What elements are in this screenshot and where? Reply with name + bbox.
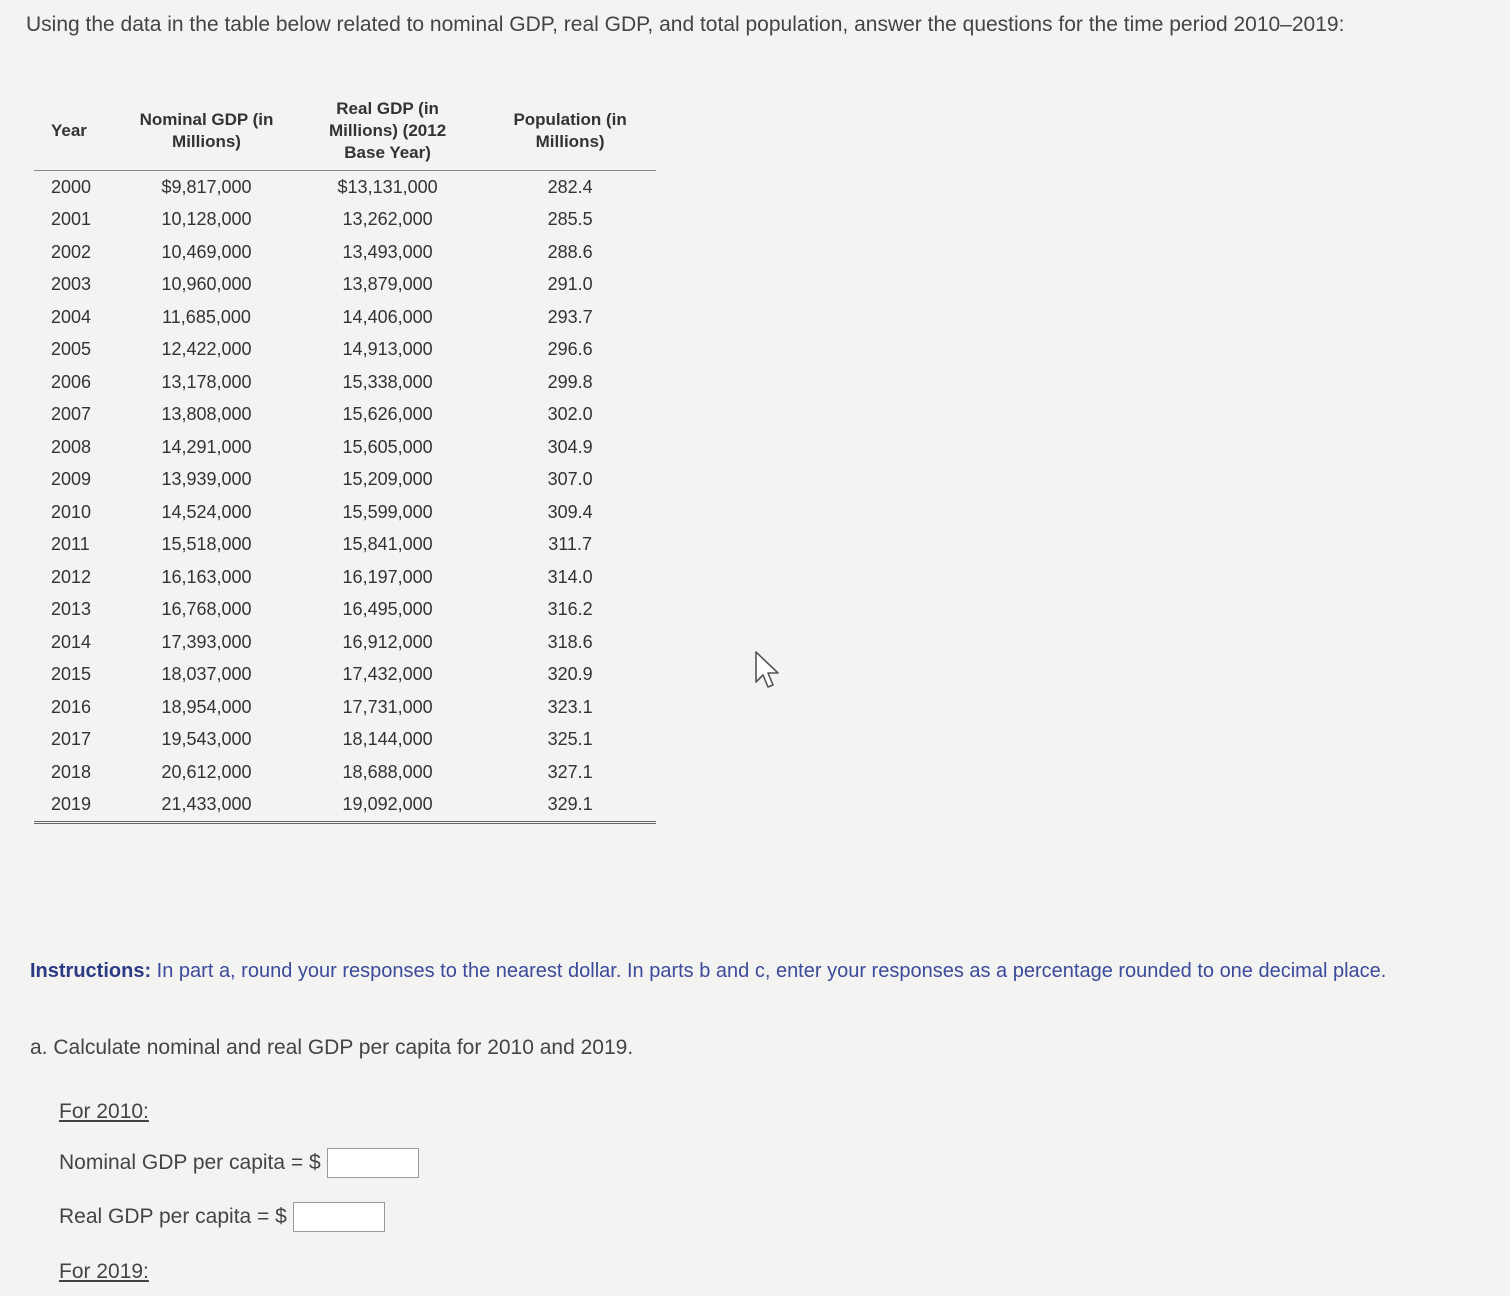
cell-population: 318.6 bbox=[547, 631, 593, 652]
cell-year: 2006 bbox=[51, 371, 92, 392]
nominal-gdp-per-capita-row bbox=[59, 1148, 419, 1178]
table-row bbox=[34, 691, 656, 724]
cell-year: 2001 bbox=[51, 209, 92, 230]
cell-real-gdp: 15,605,000 bbox=[342, 436, 433, 457]
cell-year: 2008 bbox=[51, 436, 92, 457]
real-gdp-per-capita-row bbox=[59, 1202, 385, 1232]
table-row bbox=[34, 529, 656, 562]
cell-nominal-gdp: 16,163,000 bbox=[161, 566, 252, 587]
cell-real-gdp: 16,912,000 bbox=[342, 631, 433, 652]
cell-population: 296.6 bbox=[547, 339, 593, 360]
instructions-label: Instructions: bbox=[30, 960, 152, 982]
cell-nominal-gdp: 10,128,000 bbox=[161, 209, 252, 230]
cell-year: 2000 bbox=[51, 176, 92, 197]
cell-nominal-gdp: 13,808,000 bbox=[161, 404, 252, 425]
cell-nominal-gdp: 13,178,000 bbox=[161, 371, 252, 392]
gdp-data-table bbox=[34, 98, 656, 824]
cell-year: 2005 bbox=[51, 339, 92, 360]
cell-real-gdp: 15,841,000 bbox=[342, 534, 433, 555]
cell-real-gdp: 17,432,000 bbox=[342, 664, 433, 685]
table-row bbox=[34, 659, 656, 692]
table-row bbox=[34, 399, 656, 432]
cell-real-gdp: 18,688,000 bbox=[342, 761, 433, 782]
nominal-gdp-per-capita-input[interactable] bbox=[327, 1148, 419, 1178]
question-intro: Using the data in the table below related to nominal GDP, real GDP, and total population, answer the questions for the time period 2010–2019: bbox=[26, 13, 1345, 36]
for-2010-heading: For 2010: bbox=[59, 1100, 149, 1123]
cell-population: 299.8 bbox=[547, 371, 593, 392]
cell-nominal-gdp: 12,422,000 bbox=[161, 339, 252, 360]
cell-population: 329.1 bbox=[484, 789, 656, 823]
cell-real-gdp: 13,879,000 bbox=[342, 274, 433, 295]
cell-population: 311.7 bbox=[548, 534, 592, 555]
header-real-gdp-text: Real GDP (in Millions) (2012 Base Year) bbox=[329, 99, 447, 162]
cell-year: 2018 bbox=[51, 761, 92, 782]
cell-year: 2014 bbox=[51, 631, 92, 652]
table-row bbox=[34, 626, 656, 659]
table-row bbox=[34, 269, 656, 302]
cell-real-gdp: 14,913,000 bbox=[342, 339, 433, 360]
cell-nominal-gdp: 17,393,000 bbox=[161, 631, 252, 652]
table-row bbox=[34, 204, 656, 237]
cell-real-gdp: 15,626,000 bbox=[342, 404, 433, 425]
cell-real-gdp: 13,493,000 bbox=[342, 241, 433, 262]
cell-population: 323.1 bbox=[547, 696, 593, 717]
cell-nominal-gdp: 19,543,000 bbox=[161, 729, 252, 750]
header-real-gdp bbox=[291, 98, 484, 171]
cell-population: 307.0 bbox=[547, 469, 593, 490]
cell-year: 2004 bbox=[51, 306, 92, 327]
cell-population: 288.6 bbox=[547, 241, 593, 262]
cell-population: 302.0 bbox=[547, 404, 593, 425]
table-row bbox=[34, 594, 656, 627]
cell-year: 2016 bbox=[51, 696, 92, 717]
instructions bbox=[30, 954, 1390, 988]
cell-year: 2017 bbox=[51, 729, 92, 750]
cell-real-gdp: 19,092,000 bbox=[291, 789, 484, 823]
table-row bbox=[34, 171, 656, 204]
cell-real-gdp: 16,495,000 bbox=[342, 599, 433, 620]
table-row bbox=[34, 236, 656, 269]
cell-nominal-gdp: 18,954,000 bbox=[161, 696, 252, 717]
table-row bbox=[34, 301, 656, 334]
cell-nominal-gdp: 21,433,000 bbox=[122, 789, 291, 823]
cell-nominal-gdp: 11,685,000 bbox=[162, 306, 251, 327]
table-body bbox=[34, 171, 656, 823]
cell-real-gdp: 15,338,000 bbox=[342, 371, 433, 392]
cell-population: 285.5 bbox=[547, 209, 593, 230]
cell-nominal-gdp: 18,037,000 bbox=[161, 664, 252, 685]
question-a: a. Calculate nominal and real GDP per capita for 2010 and 2019. bbox=[30, 1036, 634, 1059]
cell-year: 2003 bbox=[51, 274, 92, 295]
cell-nominal-gdp: 10,469,000 bbox=[161, 241, 252, 262]
cell-nominal-gdp: 14,524,000 bbox=[161, 501, 252, 522]
table-row bbox=[34, 334, 656, 367]
cell-real-gdp: 15,209,000 bbox=[342, 469, 433, 490]
cell-population: 309.4 bbox=[547, 501, 593, 522]
cell-population: 304.9 bbox=[547, 436, 593, 457]
mouse-pointer-icon bbox=[754, 650, 784, 692]
cell-real-gdp: 18,144,000 bbox=[342, 729, 433, 750]
cell-real-gdp: 15,599,000 bbox=[342, 501, 433, 522]
cell-nominal-gdp: 13,939,000 bbox=[161, 469, 252, 490]
table-row bbox=[34, 756, 656, 789]
cell-year: 2015 bbox=[51, 664, 92, 685]
cell-population: 282.4 bbox=[547, 176, 593, 197]
cell-year: 2019 bbox=[34, 789, 122, 823]
cell-population: 291.0 bbox=[547, 274, 593, 295]
cell-year: 2013 bbox=[51, 599, 92, 620]
table-row bbox=[34, 366, 656, 399]
header-nominal-gdp-text: Nominal GDP (in Millions) bbox=[139, 110, 274, 151]
table-header-row bbox=[34, 98, 656, 171]
table-row bbox=[34, 789, 656, 823]
nominal-gdp-per-capita-label: Nominal GDP per capita = $ bbox=[59, 1151, 321, 1174]
cell-real-gdp: 13,262,000 bbox=[342, 209, 433, 230]
cell-nominal-gdp: 14,291,000 bbox=[161, 436, 252, 457]
header-population bbox=[484, 98, 656, 171]
for-2019-heading: For 2019: bbox=[59, 1260, 149, 1283]
cell-real-gdp: 17,731,000 bbox=[342, 696, 433, 717]
cell-real-gdp: 14,406,000 bbox=[342, 306, 433, 327]
cell-population: 320.9 bbox=[547, 664, 593, 685]
cell-population: 293.7 bbox=[547, 306, 593, 327]
real-gdp-per-capita-input[interactable] bbox=[293, 1202, 385, 1232]
header-year: Year bbox=[34, 98, 122, 171]
table-row bbox=[34, 464, 656, 497]
header-population-text: Population (in Millions) bbox=[513, 110, 627, 151]
cell-population: 325.1 bbox=[547, 729, 593, 750]
cell-year: 2012 bbox=[51, 566, 92, 587]
cell-nominal-gdp: 15,518,000 bbox=[161, 534, 252, 555]
cell-population: 327.1 bbox=[547, 761, 593, 782]
cell-nominal-gdp: 16,768,000 bbox=[161, 599, 252, 620]
cell-year: 2002 bbox=[51, 241, 92, 262]
cell-real-gdp: $13,131,000 bbox=[337, 176, 438, 197]
cell-year: 2007 bbox=[51, 404, 92, 425]
cell-population: 314.0 bbox=[547, 566, 593, 587]
table-row bbox=[34, 431, 656, 464]
cell-population: 316.2 bbox=[547, 599, 593, 620]
cell-nominal-gdp: 10,960,000 bbox=[161, 274, 252, 295]
cell-year: 2009 bbox=[51, 469, 92, 490]
real-gdp-per-capita-label: Real GDP per capita = $ bbox=[59, 1205, 287, 1228]
header-nominal-gdp bbox=[122, 98, 291, 171]
table-row bbox=[34, 724, 656, 757]
gdp-data-table-container bbox=[34, 98, 656, 824]
cell-year: 2011 bbox=[51, 534, 90, 555]
cell-year: 2010 bbox=[51, 501, 92, 522]
instructions-text: In part a, round your responses to the nearest dollar. In parts b and c, enter your responses as a percentage rounded to one decimal place. bbox=[151, 960, 1387, 982]
cell-nominal-gdp: $9,817,000 bbox=[161, 176, 252, 197]
table-row bbox=[34, 496, 656, 529]
cell-real-gdp: 16,197,000 bbox=[342, 566, 433, 587]
cell-nominal-gdp: 20,612,000 bbox=[161, 761, 252, 782]
table-row bbox=[34, 561, 656, 594]
